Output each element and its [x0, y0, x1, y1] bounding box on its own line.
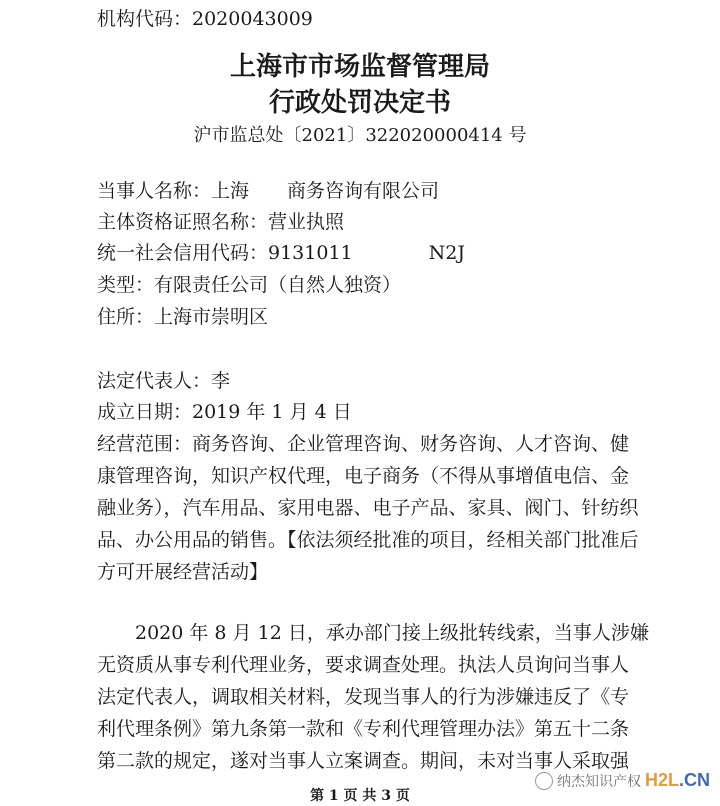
body-line: 法定代表人，调取相关材料，发现当事人的行为涉嫌违反了《专 — [97, 686, 630, 708]
logo-main: H2L — [644, 770, 679, 790]
body-line: 第二款的规定，遂对当事人立案调查。期间，未对当事人采取强 — [97, 750, 630, 772]
watermark — [535, 770, 710, 791]
site-logo — [645, 770, 710, 791]
scope-line: 品、办公用品的销售。【依法须经批准的项目，经相关部门批准后 — [97, 529, 639, 551]
party-name: 当事人名称：上海 商务咨询有限公司 — [97, 180, 440, 202]
page-number: 第 1 页 共 3 页 — [310, 788, 410, 804]
license-type: 主体资格证照名称：营业执照 — [97, 211, 345, 233]
credit-code: 统一社会信用代码：9131011 N2J — [97, 242, 465, 264]
scope-line: 方可开展经营活动】 — [97, 561, 269, 583]
logo-suffix: .CN — [679, 770, 710, 790]
scope-line: 融业务），汽车用品、家用电器、电子产品、家具、阀门、针纺织 — [97, 497, 639, 519]
body-line: 无资质从事专利代理业务，要求调查处理。执法人员询问当事人 — [97, 654, 630, 676]
org-code: 机构代码：2020043009 — [97, 8, 313, 30]
scope-line: 经营范围：商务咨询、企业管理咨询、财务咨询、人才咨询、健 — [97, 433, 630, 455]
address: 住所：上海市崇明区 — [97, 306, 269, 328]
body-line: 利代理条例》第九条第一款和《专利代理管理办法》第五十二条 — [97, 718, 630, 740]
document-subtitle: 行政处罚决定书 — [268, 88, 451, 118]
document-title: 上海市市场监督管理局 — [229, 52, 490, 82]
wechat-icon — [535, 772, 553, 790]
body-line: 2020 年 8 月 12 日，承办部门接上级批转线索，当事人涉嫌 — [97, 622, 649, 644]
document-number: 沪市监总处〔2021〕322020000414 号 — [193, 125, 527, 146]
company-type: 类型：有限责任公司（自然人独资） — [97, 274, 402, 296]
legal-representative: 法定代表人：李 — [97, 370, 231, 392]
watermark-text: 纳杰知识产权 — [556, 773, 641, 790]
business-scope — [97, 429, 637, 589]
founded-date: 成立日期：2019 年 1 月 4 日 — [97, 401, 352, 423]
case-body — [97, 618, 649, 778]
scope-line: 康管理咨询，知识产权代理，电子商务（不得从事增值电信、金 — [97, 465, 630, 487]
